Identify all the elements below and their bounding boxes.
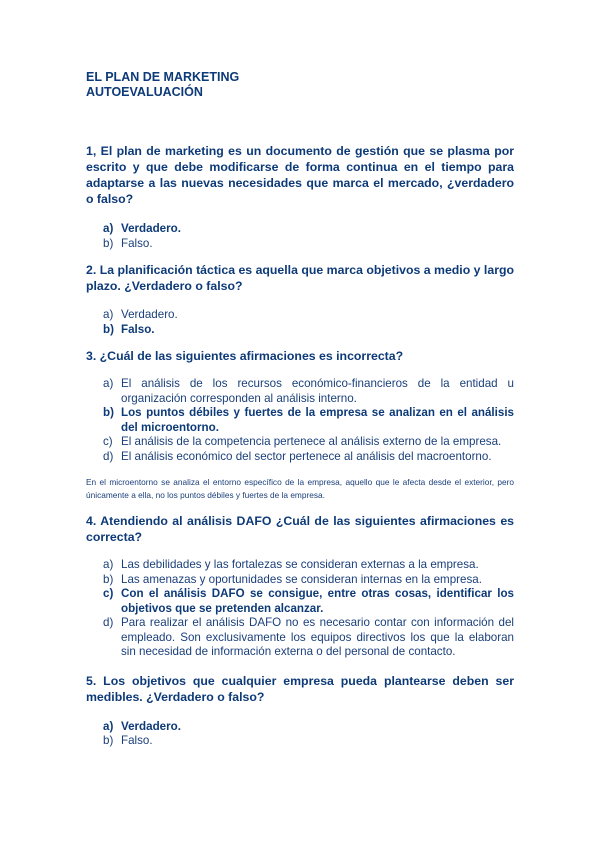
option-letter: c) xyxy=(103,587,114,600)
option-text: Verdadero. xyxy=(121,719,181,733)
option-text: Con el análisis DAFO se consigue, entre otras cosas, identificar los objetivos que se pretenden alcanzar. xyxy=(121,587,514,615)
question-5 xyxy=(86,673,514,749)
option-letter: a) xyxy=(103,377,114,390)
option-b xyxy=(103,323,514,338)
question-text: 1, El plan de marketing es un documento de gestión que se plasma por escrito y que debe modificarse de forma continua en el tiempo para adaptarse a las nuevas necesidades que marca el mercado, ¿verdadero o falso? xyxy=(86,144,514,206)
option-b xyxy=(103,573,514,588)
question-4 xyxy=(86,513,514,660)
option-letter: a) xyxy=(103,558,114,571)
option-text: Verdadero. xyxy=(121,308,178,321)
question-text: 3. ¿Cuál de las siguientes afirmaciones es incorrecta? xyxy=(86,349,404,363)
option-letter: d) xyxy=(103,449,114,463)
option-c xyxy=(103,435,514,450)
option-d xyxy=(103,450,514,465)
option-b xyxy=(103,734,514,749)
question-text: 4. Atendiendo al análisis DAFO ¿Cuál de las siguientes afirmaciones es correcta? xyxy=(86,514,514,544)
option-b xyxy=(103,406,514,435)
option-c xyxy=(103,587,514,616)
option-d xyxy=(103,616,514,660)
option-letter: a) xyxy=(103,719,114,733)
option-letter: b) xyxy=(103,322,114,336)
option-letter: b) xyxy=(103,236,114,250)
option-a xyxy=(103,222,514,237)
question-1 xyxy=(86,143,514,251)
option-a xyxy=(103,308,514,323)
question-2 xyxy=(86,262,514,337)
option-b xyxy=(103,237,514,252)
document-page xyxy=(86,70,514,749)
option-text: Falso. xyxy=(121,322,155,336)
option-text: Falso. xyxy=(121,236,153,250)
option-text: El análisis de los recursos económico-financieros de la entidad u organización corresponden al análisis interno. xyxy=(121,377,514,405)
option-list xyxy=(86,377,514,464)
option-a xyxy=(103,377,514,406)
option-list xyxy=(86,222,514,251)
option-text: Las amenazas y oportunidades se consideran internas en la empresa. xyxy=(121,572,482,586)
document-subtitle: AUTOEVALUACIÓN xyxy=(86,85,203,99)
option-text: Falso. xyxy=(121,734,153,747)
document-title: EL PLAN DE MARKETING xyxy=(86,70,240,84)
option-text: Para realizar el análisis DAFO no es necesario contar con información del empleado. Son exclusivamente los equipos directivos los que la elaboran sin necesidad de información externa o del personal de contacto. xyxy=(121,616,514,658)
question-text: 2. La planificación táctica es aquella que marca objetivos a medio y largo plazo. ¿Verdadero o falso? xyxy=(86,263,514,293)
option-text: Los puntos débiles y fuertes de la empresa se analizan en el análisis del microentorno. xyxy=(121,406,514,434)
option-text: El análisis económico del sector pertenece al análisis del macroentorno. xyxy=(121,449,492,463)
explanation-note: En el microentorno se analiza el entorno específico de la empresa, aquello que le afecta desde el exterior, pero únicamente a ella, no los puntos débiles y fuertes de la empresa. xyxy=(86,477,514,500)
option-letter: c) xyxy=(103,435,113,448)
option-letter: a) xyxy=(103,222,114,235)
option-a xyxy=(103,720,514,735)
option-letter: d) xyxy=(103,616,114,629)
option-list xyxy=(86,558,514,660)
option-text: Verdadero. xyxy=(121,222,181,235)
option-letter: b) xyxy=(103,406,114,419)
option-text: Las debilidades y las fortalezas se consideran externas a la empresa. xyxy=(121,558,479,571)
option-list xyxy=(86,308,514,337)
option-list xyxy=(86,720,514,749)
question-3 xyxy=(86,348,514,501)
option-letter: b) xyxy=(103,734,114,747)
option-a xyxy=(103,558,514,573)
question-text: 5. Los objetivos que cualquier empresa pueda plantearse deben ser medibles. ¿Verdadero o falso? xyxy=(86,673,514,704)
option-text: El análisis de la competencia pertenece al análisis externo de la empresa. xyxy=(121,435,502,448)
option-letter: b) xyxy=(103,572,114,586)
option-letter: a) xyxy=(103,308,114,321)
